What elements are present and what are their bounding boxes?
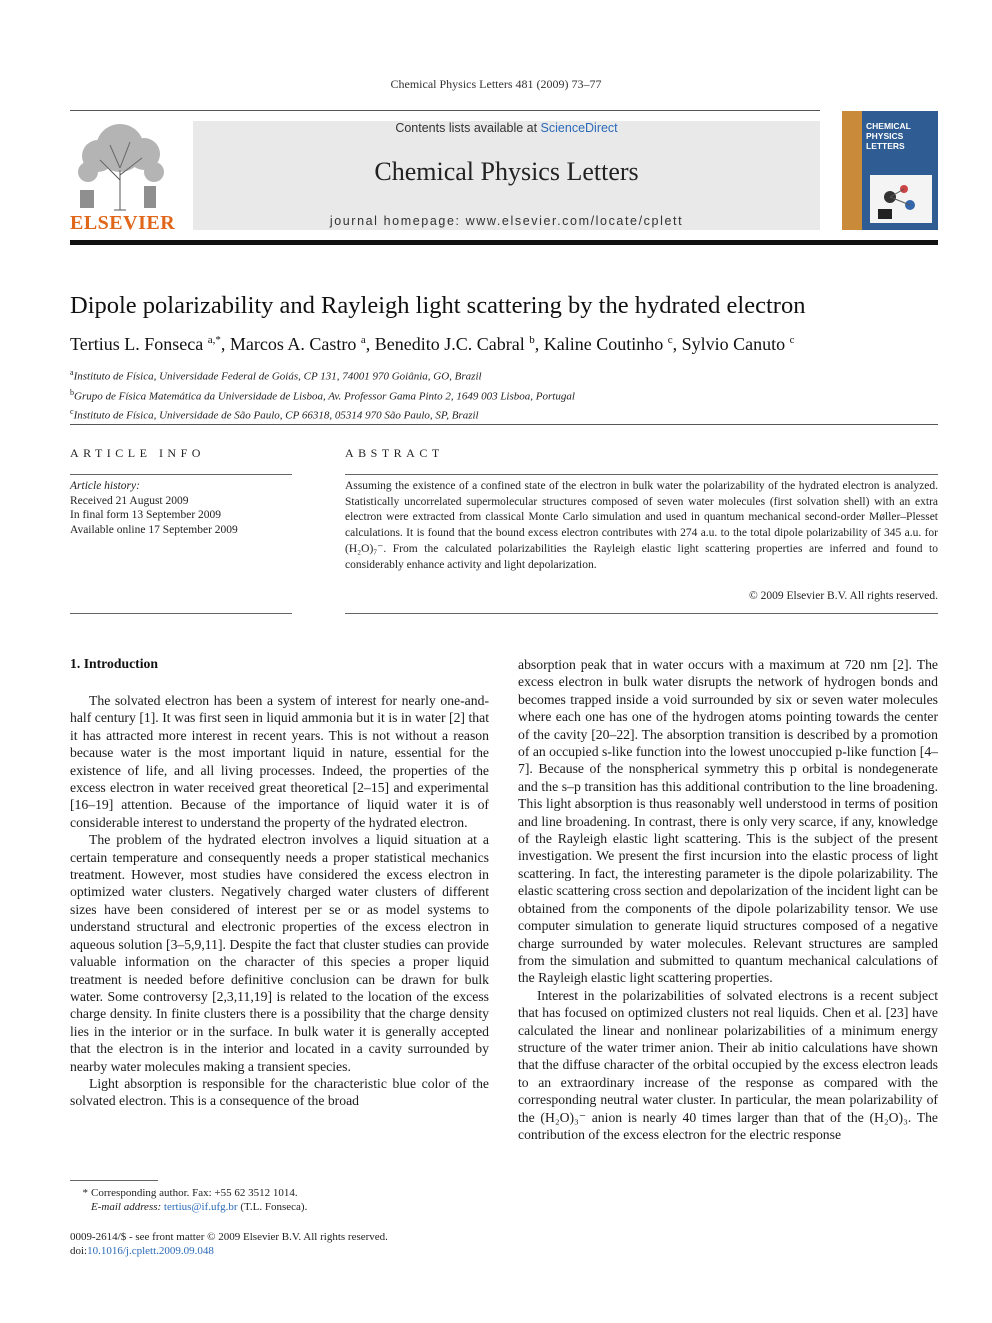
journal-cover	[842, 111, 938, 230]
cover-title-line: PHYSICS	[866, 131, 904, 141]
abstract-part: Assuming the existence of a confined state of the electron in bulk water the polarizability of the hydrated electron is analyzed. Statistically uncorrelated supermolecular structures composed of seven water molecules (first solvation shell) with an extra electron were extracted from classical Monte Carlo simulation and used in quantum mechanical second-order Møller–Plesset calculations. It is found that the bound excess electron contributes with 274 a.u. to the total dipole polarizability of 345 a.u. for	[345, 480, 938, 540]
body-column-left	[70, 692, 489, 1110]
abstract-part: . From the calculated polarizabilities the Rayleigh elastic light scattering properties are inferred and found to considerably enhance activity and light depolarization.	[345, 542, 938, 571]
author-email-link[interactable]: tertius@if.ufg.br	[163, 1201, 238, 1213]
body-paragraph: The solvated electron has been a system of interest for nearly one-and-half century [1]. It was first seen in liquid ammonia but it is in water [2] that it has attracted more interest in recent years. This is not without a reason because water is the most important liquid in nature, essential for the existence of life, and all living processes. Indeed, the properties of the excess electron in water received great theoretical [2–15] and experimental [16–19] attention. Because of the importance of liquid water it is of considerable interest to understand the property of the hydrated electron.	[70, 693, 489, 830]
contents-line	[193, 121, 820, 135]
author-affil[interactable]: a,*	[207, 334, 221, 346]
cover-stripe	[842, 111, 862, 230]
affiliation-marker: c	[70, 407, 74, 417]
author-affil[interactable]: a	[360, 334, 366, 346]
affiliation-text: Grupo de Física Matemática da Universidade de Lisboa, Av. Professor Gama Pinto 2, 1649 003 Lisboa, Portugal	[74, 390, 575, 403]
abstract-copyright: © 2009 Elsevier B.V. All rights reserved.	[749, 590, 938, 602]
affiliations	[70, 365, 940, 424]
footnote-line	[70, 1186, 489, 1200]
body-paragraph: The problem of the hydrated electron involves a liquid situation at a certain temperature and consequently needs a proper statistical mechanics treatment. However, most studies have considered the excess electron in optimized water clusters. Negatively charged water clusters of different sizes have been considered of interest per se or as model systems to understand structural and electronic properties of the excess electron in aqueous solution [3–5,9,11]. Despite the fact that cluster studies can provide valuable information on the character of this species a proper liquid treatment is needed before definitive conclusion can be drawn for bulk water. Some controversy [2,3,11,19] is related to the location of the excess charge density. In finite clusters there is a possibility that the charge density lies in the interior or in the surface. In bulk water it is generally accepted that the electron is in the interior and located in a cavity surrounded by nearby water molecules making a transient species.	[70, 832, 489, 1074]
contents-prefix: Contents lists available at	[395, 121, 541, 135]
history-label: Article history:	[70, 480, 140, 492]
abstract-heading: ABSTRACT	[345, 446, 444, 460]
section-rule	[70, 424, 938, 425]
issn-line: 0009-2614/$ - see front matter © 2009 Elsevier B.V. All rights reserved.	[70, 1231, 388, 1243]
affiliation-marker: b	[70, 387, 74, 397]
affiliation-item	[70, 404, 940, 424]
email-label: E-mail address:	[91, 1201, 162, 1213]
section-heading-introduction: 1. Introduction	[70, 656, 158, 671]
author-name: Kaline Coutinho	[543, 334, 664, 354]
sciencedirect-link[interactable]: ScienceDirect	[540, 121, 618, 135]
author-affil[interactable]: c	[667, 334, 673, 346]
online-date: Available online 17 September 2009	[70, 523, 238, 536]
email-suffix: (T.L. Fonseca).	[237, 1201, 308, 1213]
author-affil[interactable]: b	[529, 334, 535, 346]
affiliation-marker: a	[70, 368, 74, 377]
footnote-rule	[70, 1180, 158, 1181]
author-name: Marcos A. Castro	[229, 334, 357, 354]
doi-line	[70, 1244, 490, 1258]
article-info-heading: ARTICLE INFO	[70, 446, 205, 460]
affiliation-text: Instituto de Física, Universidade Federal de Goiás, CP 131, 74001 970 Goiânia, GO, Brazil	[73, 370, 482, 383]
body-paragraph: absorption peak that in water occurs with a maximum at 720 nm [2]. The excess electron in bulk water disrupts the network of hydrogen bonds and becomes trapped inside a void surrounded by six or seven water molecules where each one has one of the hydrogen atoms pointing towards the center of the cavity [20–22]. The absorption transition is described by a promotion of an occupied s-like function into the lowest unoccupied p-like function [4–7]. Because of the nonspherical symmetry this p orbital is nondegenerate and the s–p transition has this additional contribution to the line broadening. This light absorption is thus reasonably well understood in terms of position and line broadening. In contrast, there is only very scarce, if any, knowledge of the Rayleigh elastic light scattering. This is the subject of the present investigation. We present the first incursion into the elastic process of light scattering. In fact, the interesting parameter is the dipole polarizability. The elastic scattering cross section and depolarization of the incident light can be obtained from the components of the dipole polarizability tensor. We use computer simulation to generate liquid structures composed of a negative charge surrounded by water molecules. Relevant structures are sampled from the simulation and submitted to quantum mechanical calculations of the Rayleigh elastic light scattering properties.	[518, 657, 939, 986]
doi-label: doi:	[70, 1245, 88, 1257]
footnote-line	[70, 1200, 489, 1214]
affiliation-item	[70, 385, 940, 405]
journal-homepage[interactable]: journal homepage: www.elsevier.com/locate/cplett	[329, 214, 684, 228]
corresponding-author-footnote	[70, 1186, 489, 1214]
doi-link[interactable]: 10.1016/j.cplett.2009.09.048	[87, 1245, 214, 1257]
footnote-text: Corresponding author. Fax: +55 62 3512 1014.	[91, 1187, 298, 1199]
header-rule	[70, 110, 820, 111]
body-paragraph: Interest in the polarizabilities of solvated electrons is a recent subject that has focused on optimized clusters not real liquids. Chen et al. [23] have calculated the linear and nonlinear polarizabilities of a minimum energy structure of the water trimer anion. Their ab initio calculations have shown that the diffuse character of the orbital occupied by the excess electron leads to an extraordinary increase of the response as compared with the corresponding neutral water cluster. In particular, the mean polarizability of the (H₂O)₃⁻ anion is nearly 40 times larger than that of the (H₂O)₃. The contribution of the excess electron for the electric response	[518, 987, 938, 1142]
revised-date: In final form 13 September 2009	[70, 509, 222, 521]
author-affil[interactable]: c	[789, 334, 795, 346]
header-thick-rule	[70, 240, 938, 245]
abstract-formula: (H₂O)₇⁻	[345, 542, 384, 555]
body-paragraph: Light absorption is responsible for the characteristic blue color of the solvated electron. This is a consequence of the broad	[70, 1075, 489, 1109]
cover-title-line: LETTERS	[866, 141, 905, 151]
abstract-rule-top	[345, 474, 938, 475]
author-name: Benedito J.C. Cabral	[374, 334, 525, 354]
received-date: Received 21 August 2009	[70, 494, 189, 507]
author-name: Sylvio Canuto	[681, 334, 786, 354]
author-list: Tertius L. Fonseca $^{a,*}$, Marcos A. Castro $^a$, Benedito J.C. Cabral $^b$, Kaline Coutinho $^c$, Sylvio Canuto $^c$	[70, 334, 795, 354]
article-history	[70, 479, 300, 537]
cover-title	[866, 121, 911, 151]
footnote-marker: *	[82, 1187, 88, 1199]
page-footer	[70, 1230, 490, 1258]
body-column-right	[518, 656, 938, 1143]
abstract-text	[345, 479, 938, 573]
molecule-icon	[870, 175, 932, 223]
journal-citation: Chemical Physics Letters 481 (2009) 73–77	[390, 77, 602, 91]
affiliation-item	[70, 365, 940, 385]
journal-title: Chemical Physics Letters	[374, 157, 639, 186]
author-name: Tertius L. Fonseca	[70, 334, 204, 354]
info-rule-top	[70, 474, 292, 475]
info-rule-bottom	[70, 613, 292, 614]
cover-image	[870, 175, 932, 223]
article-title: Dipole polarizability and Rayleigh light scattering by the hydrated electron	[70, 292, 806, 319]
elsevier-logo	[70, 120, 176, 234]
elsevier-wordmark: ELSEVIER	[70, 212, 176, 234]
cover-title-line: CHEMICAL	[866, 121, 911, 131]
journal-banner	[193, 121, 820, 230]
tree-icon	[70, 120, 170, 212]
affiliation-text: Instituto de Física, Universidade de São Paulo, CP 66318, 05314 970 São Paulo, SP, Brazil	[73, 409, 479, 422]
abstract-rule-bottom	[345, 613, 938, 614]
